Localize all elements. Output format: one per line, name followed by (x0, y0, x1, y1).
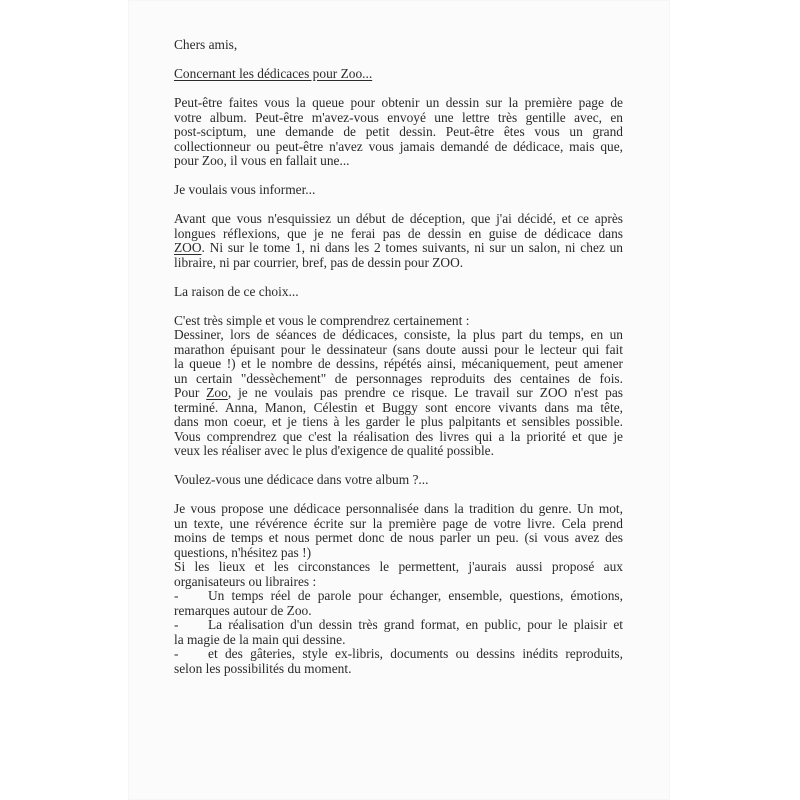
greeting: Chers amis, (174, 37, 238, 52)
text-line: questions, n'hésitez pas !) (174, 544, 312, 560)
text-line: dans mon coeur, et je tiens à les garder le plus palpitants et sensibles possible. (174, 414, 623, 429)
text-line: Peut-être faites vous la queue pour obtenir un dessin sur la première page de (174, 95, 623, 110)
text-line: libraire, ni par courrier, bref, pas de dessin pour ZOO. (174, 254, 464, 270)
text-line: Si les lieux et les circonstances le permettent, j'aurais aussi proposé aux (174, 559, 623, 574)
text-fragment: et des gâteries, style ex-libris, documents ou dessins inédits reproduits, (208, 646, 623, 661)
text-line: terminé. Anna, Manon, Célestin et Buggy sont encore vivants dans ma tête, (174, 399, 623, 415)
text-line: post-sciptum, une demande de petit dessin. Peut-être êtes vous un grand (174, 124, 623, 139)
text-line: la magie de la main qui dessine. (174, 631, 346, 647)
paragraph-decision (174, 212, 623, 270)
dash-bullet: - (174, 588, 179, 603)
proposal-list (174, 589, 623, 676)
text-line: longues réflexions, que je ne ferai pas de dessin en guise de dédicace dans (174, 225, 623, 241)
text-fragment: , je ne voulais pas prendre ce risque. Le travail sur ZOO n'est pas (227, 385, 623, 400)
text-line: Vous comprendrez que c'est la réalisation des livres qui a la priorité et que je (174, 428, 623, 444)
heading-want-dedication: Voulez-vous une dédicace dans votre album ?... (174, 472, 429, 487)
text-line: selon les possibilités du moment. (174, 660, 352, 676)
text-line: Je vous propose une dédicace personnalisée dans la tradition du genre. Un mot, (174, 501, 623, 516)
zoo-underlined: ZOO (174, 240, 202, 255)
heading-reason: La raison de ce choix... (174, 283, 299, 299)
text-line: un texte, une révérence écrite sur la première page de votre livre. Cela prend (174, 515, 623, 531)
subject-line (174, 67, 623, 82)
dash-bullet: - (174, 617, 179, 632)
text-line (174, 241, 623, 256)
text-line: organisateurs ou libraires : (174, 573, 317, 589)
letter-page (128, 0, 670, 800)
paragraph-proposal (174, 502, 623, 589)
text-line (174, 589, 623, 604)
dash-bullet: - (174, 646, 179, 661)
text-line: un certain "dessèchement" de personnages reproduits des centaines de fois. (174, 370, 623, 386)
text-line: Dessiner, lors de séances de dédicaces, consiste, la plus part du temps, en un (174, 327, 623, 342)
text-fragment: Pour (174, 385, 207, 400)
zoo-underlined: Zoo (206, 385, 228, 400)
text-line: veux les réaliser avec le plus d'exigence de qualité possible. (174, 443, 494, 458)
list-item (174, 618, 623, 647)
text-line: marathon épuisant pour le dessinateur (sans doute aussi pour le lecteur qui fait (174, 341, 623, 357)
text-line: C'est très simple et vous le comprendrez certainement : (174, 312, 470, 328)
text-line: votre album. Peut-être m'avez-vous envoyé une lettre très gentille avec, en (174, 109, 623, 125)
text-line: collectionneur ou peut-être n'avez vous jamais demandé de dédicace, mais que, (174, 138, 623, 154)
text-line (174, 618, 623, 633)
paragraph-reason (174, 314, 623, 459)
letter-body (174, 38, 623, 676)
text-fragment: . Ni sur le tome 1, ni dans les 2 tomes suivants, ni sur un salon, ni chez un (201, 240, 623, 255)
text-fragment: Un temps réel de parole pour échanger, ensemble, questions, émotions, (208, 588, 623, 603)
list-item (174, 647, 623, 676)
paragraph-intro (174, 96, 623, 169)
text-line: remarques autour de Zoo. (174, 602, 312, 618)
text-line: Avant que vous n'esquissiez un début de déception, que j'ai décidé, et ce après (174, 211, 623, 226)
text-line: la queue !) et le nombre de dessins, répétés ainsi, mécaniquement, peut amener (174, 356, 623, 371)
text-line (174, 386, 623, 401)
text-line (174, 647, 623, 662)
heading-inform: Je voulais vous informer... (174, 182, 316, 197)
text-line: moins de temps et nous permet donc de nous parler un peu. (si vous avez des (174, 530, 623, 545)
text-line: pour Zoo, il vous en fallait une... (174, 153, 350, 168)
subject-text: Concernant les dédicaces pour Zoo... (174, 66, 373, 81)
text-fragment: La réalisation d'un dessin très grand format, en public, pour le plaisir et (208, 617, 623, 632)
list-item (174, 589, 623, 618)
